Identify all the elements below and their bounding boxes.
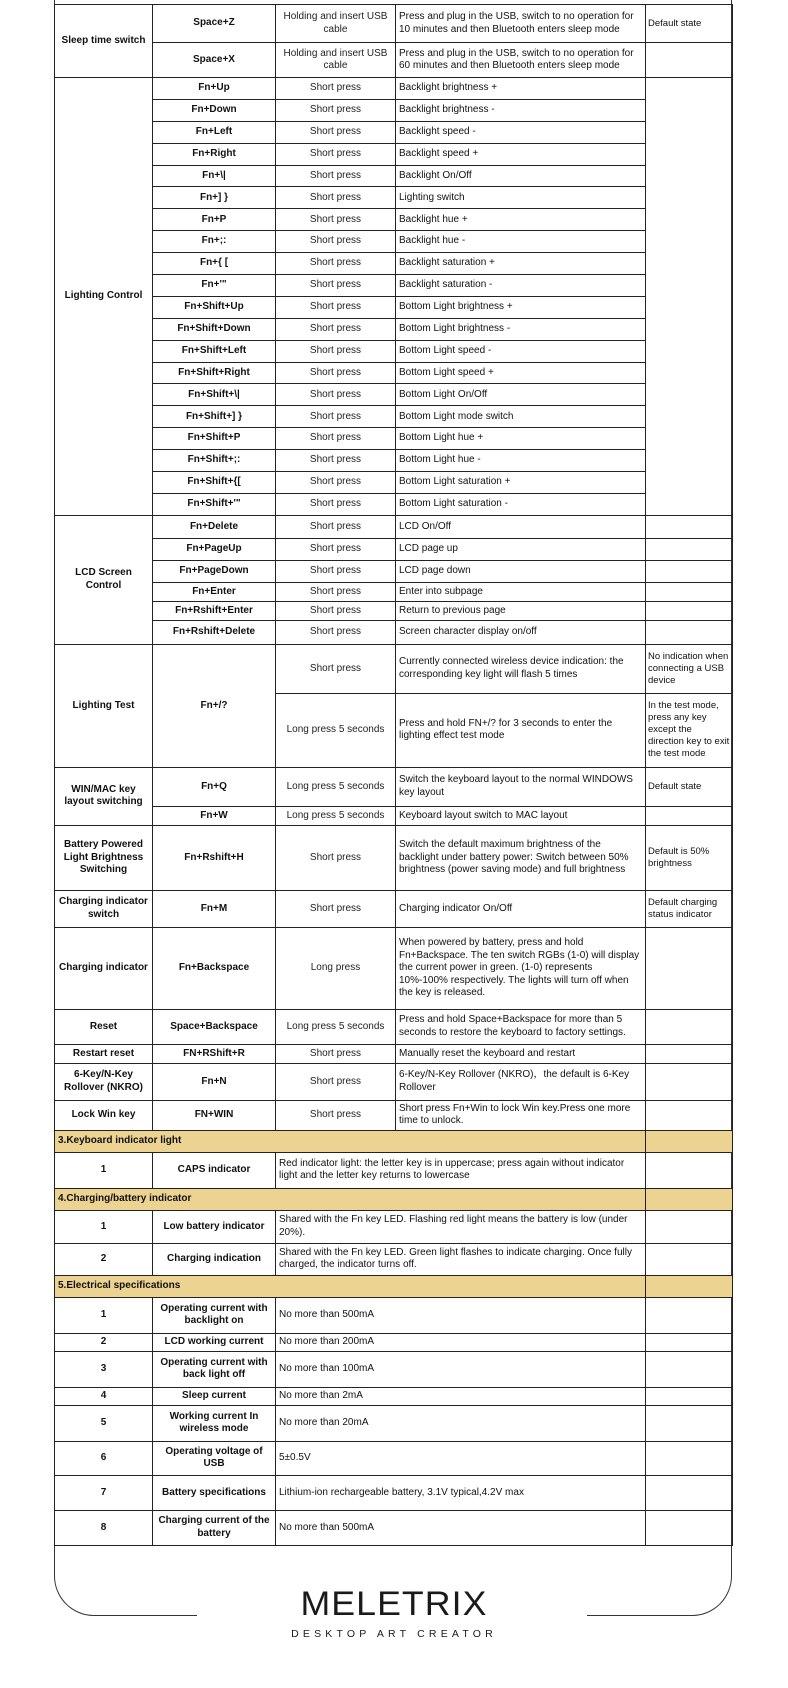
description-cell: Bottom Light hue - — [396, 450, 646, 472]
description-cell: Press and plug in the USB, switch to no operation for 10 minutes and then Bluetooth enters sleep mode — [396, 5, 646, 43]
description-cell: Currently connected wireless device indication: the corresponding key light will flash 5 times — [396, 644, 646, 693]
item-description-cell: No more than 500mA — [276, 1297, 646, 1333]
operation-cell: Long press 5 seconds — [276, 693, 396, 767]
table-row — [55, 253, 733, 275]
description-cell: Keyboard layout switch to MAC layout — [396, 806, 646, 825]
table-row — [55, 890, 733, 927]
description-cell: Press and plug in the USB, switch to no operation for 60 minutes and then Bluetooth enters sleep mode — [396, 43, 646, 78]
item-name-cell: Working current In wireless mode — [153, 1405, 276, 1441]
table-row — [55, 143, 733, 165]
note-cell — [646, 1100, 733, 1130]
table-row — [55, 493, 733, 515]
section-title: 4.Charging/battery indicator — [55, 1188, 646, 1210]
table-row — [55, 582, 733, 601]
note-cell: Default is 50% brightness — [646, 825, 733, 890]
key-combo-cell: Fn+\| — [153, 165, 276, 187]
brand-tagline: DESKTOP ART CREATOR — [291, 1628, 497, 1640]
item-description-cell: No more than 100mA — [276, 1351, 646, 1387]
operation-cell: Short press — [276, 275, 396, 297]
description-cell: Backlight saturation - — [396, 275, 646, 297]
operation-cell: Holding and insert USB cable — [276, 43, 396, 78]
description-cell: When powered by battery, press and hold Fn+Backspace. The ten switch RGBs (1-0) will display the current power in green. (1-0) represents 10%-100% respectively. The lights will turn off when the key is released. — [396, 927, 646, 1009]
description-cell: Bottom Light saturation - — [396, 493, 646, 515]
note-cell — [646, 1387, 733, 1405]
item-number-cell: 1 — [55, 1210, 153, 1243]
note-cell: In the test mode, press any key except the direction key to exit the test mode — [646, 693, 733, 767]
note-cell — [646, 601, 733, 620]
table-row — [55, 806, 733, 825]
operation-cell: Short press — [276, 165, 396, 187]
section-note-cell — [646, 1130, 733, 1152]
item-description-cell: No more than 500mA — [276, 1510, 646, 1545]
description-cell: Backlight hue - — [396, 231, 646, 253]
operation-cell: Short press — [276, 620, 396, 644]
operation-cell: Short press — [276, 78, 396, 100]
description-cell: Press and hold Space+Backspace for more than 5 seconds to restore the keyboard to factory settings. — [396, 1009, 646, 1044]
key-combo-cell: Fn+Shift+Left — [153, 340, 276, 362]
table-row — [55, 231, 733, 253]
key-combo-cell: Fn+] } — [153, 187, 276, 209]
description-cell: Return to previous page — [396, 601, 646, 620]
key-combo-cell: Fn+/? — [153, 644, 276, 767]
table-row — [55, 384, 733, 406]
key-combo-cell: Fn+Shift+;: — [153, 450, 276, 472]
note-cell — [646, 1510, 733, 1545]
key-combo-cell: Fn+M — [153, 890, 276, 927]
function-cell: 6-Key/N-Key Rollover (NKRO) — [55, 1063, 153, 1100]
key-combo-cell: Space+X — [153, 43, 276, 78]
item-description-cell: No more than 200mA — [276, 1333, 646, 1351]
table-row — [55, 406, 733, 428]
table-row — [55, 5, 733, 43]
description-cell: Enter into subpage — [396, 582, 646, 601]
description-cell: Switch the default maximum brightness of the backlight under battery power: Switch between 50% brightness (power saving mode) and full brightness — [396, 825, 646, 890]
operation-cell: Short press — [276, 472, 396, 494]
note-cell — [646, 538, 733, 560]
function-cell: Battery Powered Light Brightness Switching — [55, 825, 153, 890]
operation-cell: Short press — [276, 515, 396, 538]
operation-cell: Short press — [276, 825, 396, 890]
note-cell — [646, 43, 733, 78]
description-cell: Charging indicator On/Off — [396, 890, 646, 927]
table-row — [55, 1210, 733, 1243]
table-row — [55, 1475, 733, 1510]
key-combo-cell: Fn+Shift+\| — [153, 384, 276, 406]
description-cell: Bottom Light mode switch — [396, 406, 646, 428]
description-cell: Manually reset the keyboard and restart — [396, 1044, 646, 1063]
note-cell — [646, 1152, 733, 1188]
table-row — [55, 99, 733, 121]
table-row — [55, 767, 733, 806]
description-cell: LCD On/Off — [396, 515, 646, 538]
key-combo-cell: Fn+'" — [153, 275, 276, 297]
function-cell: Charging indicator switch — [55, 890, 153, 927]
note-cell — [646, 620, 733, 644]
item-name-cell: Operating current with back light off — [153, 1351, 276, 1387]
operation-cell: Holding and insert USB cable — [276, 5, 396, 43]
item-description-cell: Shared with the Fn key LED. Green light flashes to indicate charging. Once fully charged, the indicator turns off. — [276, 1243, 646, 1275]
note-cell — [646, 1333, 733, 1351]
description-cell: Bottom Light saturation + — [396, 472, 646, 494]
section-header-row — [55, 1130, 733, 1152]
description-cell: LCD page down — [396, 560, 646, 582]
note-cell: Default state — [646, 5, 733, 43]
operation-cell: Short press — [276, 209, 396, 231]
key-combo-cell: Fn+P — [153, 209, 276, 231]
function-cell: Restart reset — [55, 1044, 153, 1063]
table-row — [55, 362, 733, 384]
item-name-cell: Low battery indicator — [153, 1210, 276, 1243]
operation-cell: Short press — [276, 296, 396, 318]
key-combo-cell: Fn+Enter — [153, 582, 276, 601]
key-combo-cell: Fn+Right — [153, 143, 276, 165]
key-combo-cell: Fn+Down — [153, 99, 276, 121]
table-row — [55, 318, 733, 340]
item-description-cell: Red indicator light: the letter key is in uppercase; press again without indicator light and the letter key returns to lowercase — [276, 1152, 646, 1188]
note-cell — [646, 560, 733, 582]
table-row — [55, 927, 733, 1009]
description-cell: Press and hold FN+/? for 3 seconds to enter the lighting effect test mode — [396, 693, 646, 767]
operation-cell: Long press 5 seconds — [276, 1009, 396, 1044]
item-name-cell: LCD working current — [153, 1333, 276, 1351]
description-cell: Bottom Light On/Off — [396, 384, 646, 406]
table-row — [55, 340, 733, 362]
key-combo-cell: Fn+Shift+'" — [153, 493, 276, 515]
operation-cell: Short press — [276, 143, 396, 165]
operation-cell: Short press — [276, 538, 396, 560]
description-cell: Switch the keyboard layout to the normal WINDOWS key layout — [396, 767, 646, 806]
note-cell — [646, 1210, 733, 1243]
function-cell: Sleep time switch — [55, 5, 153, 78]
key-combo-cell: Fn+N — [153, 1063, 276, 1100]
note-cell — [646, 927, 733, 1009]
operation-cell: Short press — [276, 99, 396, 121]
operation-cell: Long press 5 seconds — [276, 767, 396, 806]
description-cell: LCD page up — [396, 538, 646, 560]
key-combo-cell: Fn+Delete — [153, 515, 276, 538]
note-cell — [646, 1044, 733, 1063]
operation-cell: Long press — [276, 927, 396, 1009]
operation-cell: Short press — [276, 1044, 396, 1063]
table-row — [55, 43, 733, 78]
table-row — [55, 620, 733, 644]
item-name-cell: Charging indication — [153, 1243, 276, 1275]
key-combo-cell: Fn+Shift+Up — [153, 296, 276, 318]
item-description-cell: Lithium-ion rechargeable battery, 3.1V typical,4.2V max — [276, 1475, 646, 1510]
item-description-cell: 5±0.5V — [276, 1441, 646, 1475]
key-combo-cell: Space+Z — [153, 5, 276, 43]
note-cell — [646, 1351, 733, 1387]
description-cell: Backlight brightness - — [396, 99, 646, 121]
key-combo-cell: Space+Backspace — [153, 1009, 276, 1044]
operation-cell: Short press — [276, 582, 396, 601]
table-row — [55, 165, 733, 187]
key-combo-cell: Fn+Shift+] } — [153, 406, 276, 428]
description-cell: Backlight speed + — [396, 143, 646, 165]
operation-cell: Short press — [276, 450, 396, 472]
table-row — [55, 1100, 733, 1130]
key-combo-cell: Fn+Up — [153, 78, 276, 100]
key-combo-cell: Fn+;: — [153, 231, 276, 253]
table-row — [55, 187, 733, 209]
key-combo-cell: Fn+PageUp — [153, 538, 276, 560]
table-row — [55, 825, 733, 890]
key-combo-cell: FN+WIN — [153, 1100, 276, 1130]
item-name-cell: Operating voltage of USB — [153, 1441, 276, 1475]
section-header-row — [55, 1188, 733, 1210]
item-number-cell: 5 — [55, 1405, 153, 1441]
operation-cell: Short press — [276, 362, 396, 384]
note-cell: Default state — [646, 767, 733, 806]
function-cell: WIN/MAC key layout switching — [55, 767, 153, 825]
table-row — [55, 1297, 733, 1333]
operation-cell: Long press 5 seconds — [276, 806, 396, 825]
description-cell: Backlight speed - — [396, 121, 646, 143]
item-name-cell: CAPS indicator — [153, 1152, 276, 1188]
function-cell: Lock Win key — [55, 1100, 153, 1130]
description-cell: Backlight On/Off — [396, 165, 646, 187]
key-combo-cell: Fn+Shift+P — [153, 428, 276, 450]
note-cell — [646, 582, 733, 601]
table-row — [55, 644, 733, 693]
operation-cell: Short press — [276, 231, 396, 253]
function-cell: Charging indicator — [55, 927, 153, 1009]
key-combo-cell: Fn+PageDown — [153, 560, 276, 582]
note-cell — [646, 1243, 733, 1275]
item-description-cell: No more than 2mA — [276, 1387, 646, 1405]
description-cell: Bottom Light brightness + — [396, 296, 646, 318]
key-combo-cell: FN+RShift+R — [153, 1044, 276, 1063]
function-cell: LCD Screen Control — [55, 515, 153, 644]
key-combo-cell: Fn+Rshift+Delete — [153, 620, 276, 644]
note-cell — [646, 515, 733, 538]
table-row — [55, 1152, 733, 1188]
operation-cell: Short press — [276, 318, 396, 340]
note-cell — [646, 806, 733, 825]
operation-cell: Short press — [276, 121, 396, 143]
key-combo-cell: Fn+{ [ — [153, 253, 276, 275]
table-row — [55, 121, 733, 143]
table-row — [55, 275, 733, 297]
note-cell — [646, 1405, 733, 1441]
table-row — [55, 472, 733, 494]
note-cell — [646, 1441, 733, 1475]
description-cell: Backlight hue + — [396, 209, 646, 231]
item-number-cell: 7 — [55, 1475, 153, 1510]
operation-cell: Short press — [276, 253, 396, 275]
operation-cell: Short press — [276, 406, 396, 428]
table-row — [55, 78, 733, 100]
item-name-cell: Operating current with backlight on — [153, 1297, 276, 1333]
operation-cell: Short press — [276, 340, 396, 362]
key-combo-cell: Fn+Backspace — [153, 927, 276, 1009]
item-description-cell: Shared with the Fn key LED. Flashing red light means the battery is low (under 20%). — [276, 1210, 646, 1243]
table-row — [55, 1009, 733, 1044]
note-cell — [646, 78, 733, 516]
operation-cell: Short press — [276, 644, 396, 693]
description-cell: Bottom Light speed - — [396, 340, 646, 362]
item-number-cell: 3 — [55, 1351, 153, 1387]
key-combo-cell: Fn+Rshift+H — [153, 825, 276, 890]
brand-logo: MELETRIX — [300, 1585, 488, 1623]
function-cell: Lighting Test — [55, 644, 153, 767]
operation-cell: Short press — [276, 493, 396, 515]
table-row — [55, 1405, 733, 1441]
key-combo-cell: Fn+W — [153, 806, 276, 825]
description-cell: Bottom Light brightness - — [396, 318, 646, 340]
section-title: 3.Keyboard indicator light — [55, 1130, 646, 1152]
note-cell — [646, 1063, 733, 1100]
item-number-cell: 6 — [55, 1441, 153, 1475]
item-number-cell: 2 — [55, 1333, 153, 1351]
section-note-cell — [646, 1275, 733, 1297]
table-row — [55, 515, 733, 538]
description-cell: Bottom Light hue + — [396, 428, 646, 450]
note-cell — [646, 1475, 733, 1510]
section-note-cell — [646, 1188, 733, 1210]
table-row — [55, 1351, 733, 1387]
description-cell: Backlight brightness + — [396, 78, 646, 100]
table-row — [55, 209, 733, 231]
operation-cell: Short press — [276, 1100, 396, 1130]
item-name-cell: Sleep current — [153, 1387, 276, 1405]
table-row — [55, 1441, 733, 1475]
function-cell: Reset — [55, 1009, 153, 1044]
table-row — [55, 601, 733, 620]
table-row — [55, 1333, 733, 1351]
description-cell: Screen character display on/off — [396, 620, 646, 644]
note-cell — [646, 1009, 733, 1044]
item-description-cell: No more than 20mA — [276, 1405, 646, 1441]
description-cell: Lighting switch — [396, 187, 646, 209]
note-cell: No indication when connecting a USB device — [646, 644, 733, 693]
table-row — [55, 1044, 733, 1063]
item-name-cell: Battery specifications — [153, 1475, 276, 1510]
section-title: 5.Electrical specifications — [55, 1275, 646, 1297]
section-header-row — [55, 1275, 733, 1297]
table-row — [55, 560, 733, 582]
key-combo-cell: Fn+Shift+Down — [153, 318, 276, 340]
item-number-cell: 2 — [55, 1243, 153, 1275]
table-row — [55, 1243, 733, 1275]
operation-cell: Short press — [276, 560, 396, 582]
key-combo-cell: Fn+Left — [153, 121, 276, 143]
spec-table-body — [55, 5, 733, 1546]
table-row — [55, 538, 733, 560]
description-cell: Backlight saturation + — [396, 253, 646, 275]
key-combo-cell: Fn+Shift+{[ — [153, 472, 276, 494]
table-row — [55, 1510, 733, 1545]
note-cell — [646, 1297, 733, 1333]
table-row — [55, 296, 733, 318]
note-cell: Default charging status indicator — [646, 890, 733, 927]
function-cell: Lighting Control — [55, 78, 153, 516]
spec-table — [54, 4, 733, 1546]
operation-cell: Short press — [276, 187, 396, 209]
item-number-cell: 8 — [55, 1510, 153, 1545]
key-combo-cell: Fn+Rshift+Enter — [153, 601, 276, 620]
operation-cell: Short press — [276, 601, 396, 620]
item-name-cell: Charging current of the battery — [153, 1510, 276, 1545]
key-combo-cell: Fn+Shift+Right — [153, 362, 276, 384]
table-row — [55, 1063, 733, 1100]
table-row — [55, 450, 733, 472]
description-cell: Short press Fn+Win to lock Win key.Press one more time to unlock. — [396, 1100, 646, 1130]
operation-cell: Short press — [276, 890, 396, 927]
operation-cell: Short press — [276, 384, 396, 406]
operation-cell: Short press — [276, 428, 396, 450]
description-cell: 6-Key/N-Key Rollover (NKRO)，the default is 6-Key Rollover — [396, 1063, 646, 1100]
item-number-cell: 1 — [55, 1152, 153, 1188]
table-row — [55, 1387, 733, 1405]
operation-cell: Short press — [276, 1063, 396, 1100]
description-cell: Bottom Light speed + — [396, 362, 646, 384]
table-row — [55, 428, 733, 450]
item-number-cell: 4 — [55, 1387, 153, 1405]
item-number-cell: 1 — [55, 1297, 153, 1333]
key-combo-cell: Fn+Q — [153, 767, 276, 806]
